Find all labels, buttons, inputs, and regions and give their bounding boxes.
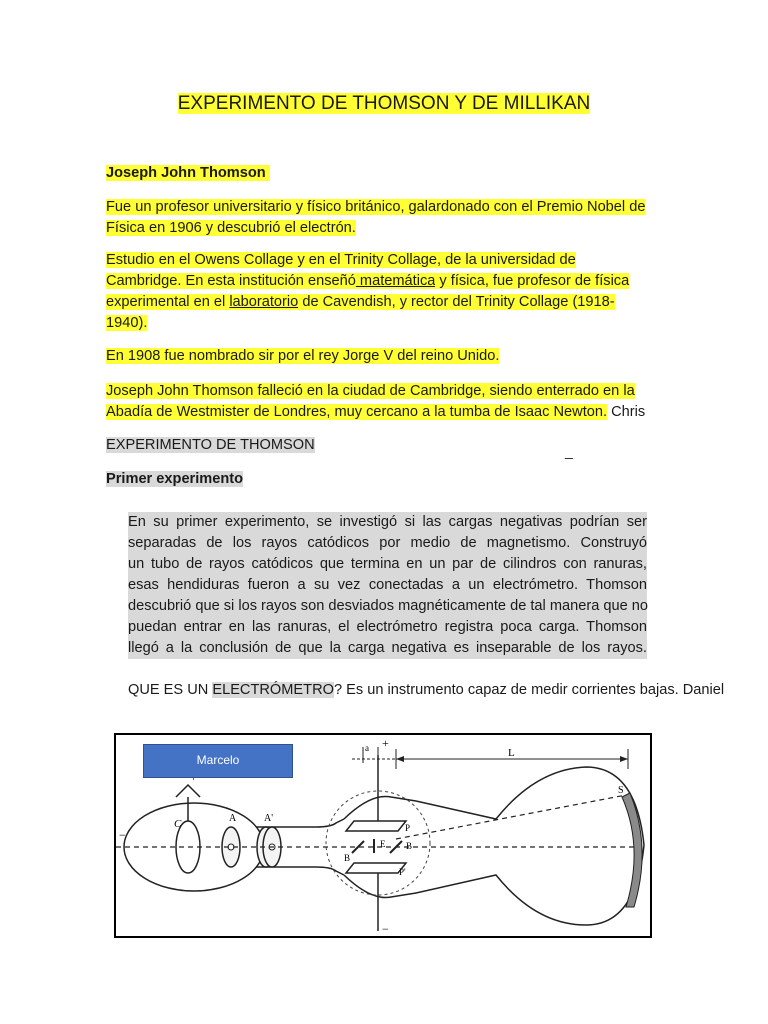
label-a-small: a <box>365 743 369 753</box>
plate-p <box>346 821 406 831</box>
label-e: E <box>380 839 386 849</box>
label-c: C <box>174 818 182 830</box>
marcelo-label-box: Marcelo <box>143 744 293 778</box>
label-b: B <box>344 853 351 863</box>
fluorescent-screen <box>622 793 642 907</box>
link-matematica[interactable]: matemática <box>355 273 436 289</box>
label-a: A <box>229 813 237 824</box>
label-p-prime: P' <box>399 867 406 877</box>
label-minus-left: − <box>119 828 126 842</box>
label-plus-top: + <box>382 736 389 750</box>
plate-p-prime <box>346 863 406 873</box>
label-p: P <box>405 823 411 833</box>
stray-dash: _ <box>565 443 573 459</box>
page-title: EXPERIMENTO DE THOMSON Y DE MILLIKAN <box>177 93 591 114</box>
question-line: QUE ES UN ELECTRÓMETRO? Es un instrumento capaz de medir corrientes bajas. Daniel <box>128 682 725 698</box>
author-chris: Chris <box>607 404 646 420</box>
label-a-prime: A' <box>264 813 274 824</box>
label-b-vector: B <box>406 841 413 851</box>
right-bulb <box>416 767 644 925</box>
bio-heading: Joseph John Thomson <box>106 163 666 184</box>
paragraph-1: Fue un profesor universitario y físico británico, galardonado con el Premio Nobel de Física en 1906 y descubrió el electrón. <box>106 199 646 236</box>
sub-heading: Primer experimento <box>106 471 244 487</box>
link-laboratorio[interactable]: laboratorio <box>229 294 299 310</box>
label-s: S <box>618 785 624 796</box>
paragraph-4: Joseph John Thomson falleció en la ciudad de Cambridge, siendo enterrado en la Abadía de Westmister de Londres, muy cercano a la tumba de Isaac Newton. Chris <box>106 383 646 420</box>
paragraph-2: Estudio en el Owens Collage y en el Trinity Collage, de la universidad de Cambridge. En esta institución enseñó matemática y física, fue profesor de física experimental en el laboratorio de Cavendish, y rector del Trinity Collage (1918- 1940). <box>106 252 630 331</box>
neck-bottom <box>256 867 344 875</box>
section-heading: EXPERIMENTO DE THOMSON <box>106 437 315 453</box>
experiment-paragraph: En su primer experimento, se investigó si las cargas negativas podrían ser separadas de los rayos catódicos por medio de magnetismo. Construyó un tubo de rayos catódicos que termina en un par de cilindros con ranuras, esas hendiduras fueron a su vez conectadas a un electrómetro. Thomson descubrió que si los rayos son desviados magnéticamente de tal manera que no puedan entrar en las ranuras, el electrómetro registra poca carga. Thomson llegó a la conclusión de que la carga negativa es inseparable de los rayos. <box>128 512 647 659</box>
label-l: L <box>508 747 515 759</box>
electrometro-term: ELECTRÓMETRO <box>212 682 334 698</box>
paragraph-3: En 1908 fue nombrado sir por el rey Jorge V del reino Unido. <box>106 348 500 364</box>
label-minus-bottom: − <box>382 922 389 936</box>
